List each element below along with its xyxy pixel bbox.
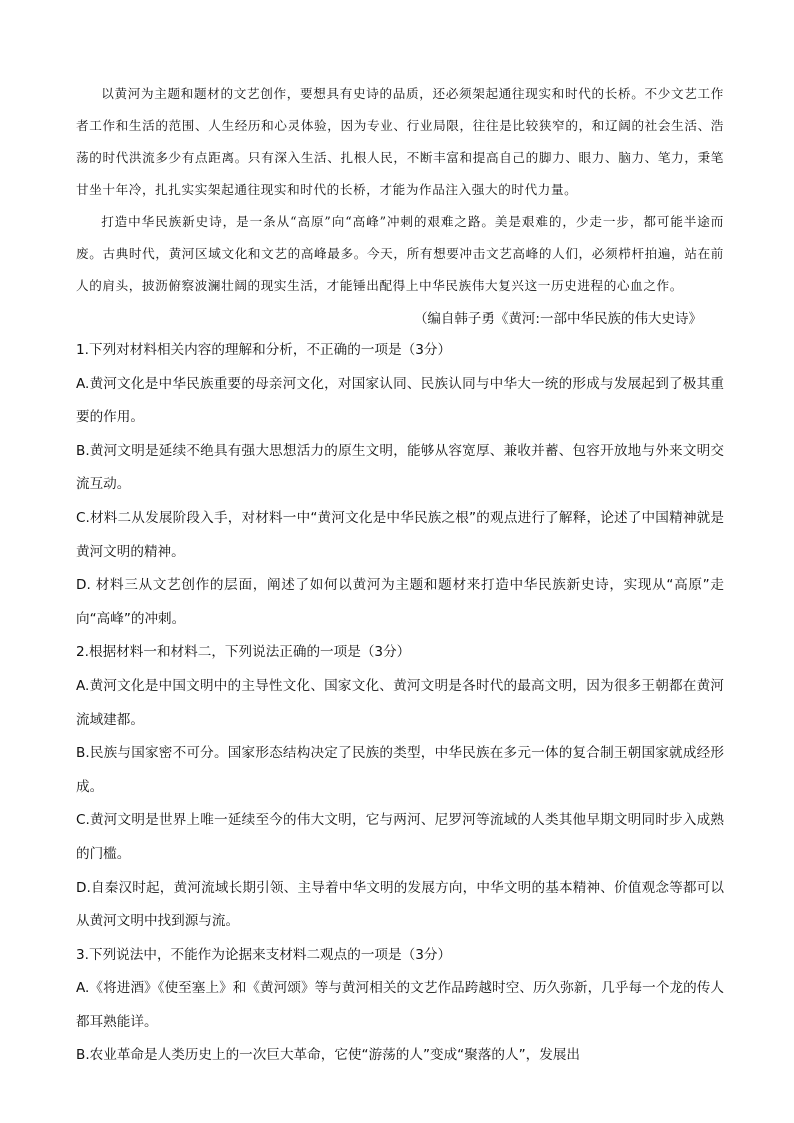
question-stem: 1.下列对材料相关内容的理解和分析，不正确的一项是（3分） [76,342,452,358]
option-b: B.民族与国家密不可分。国家形态结构决定了民族的类型，中华民族在多元一体的复合制王朝国家就成经形成。 [76,745,724,795]
question-stem: 3.下列说法中，不能作为论据来支材料二观点的一项是（3分） [76,946,452,963]
passage-paragraph: 打造中华民族新史诗，是一条从“高原”向“高峰”冲刺的艰难之路。美是艰难的，少走一步，都可能半途而废。古典时代，黄河区域文化和文艺的高峰最多。今天，所有想要冲击文艺高峰的人们，必须栉杆拍遍，站在前人的肩头，披沥俯察波澜壮阔的现实生活，才能锤出配得上中华民族伟大复兴这一历史进程的心血之作。 [76,214,724,293]
option-b: B.农业革命是人类历史上的一次巨大革命，它使“游荡的人”变成“聚落的人”，发展出 [76,1047,581,1064]
option-d: D. 材料三从文艺创作的层面，阐述了如何以黄河为主题和题材来打造中华民族新史诗，实现从“高原”走向“高峰”的冲刺。 [76,577,724,627]
question-stem: 2.根据材料一和材料二，下列说法正确的一项是（3分） [76,644,411,661]
option-c: C.黄河文明是世界上唯一延续至今的伟大文明，它与两河、尼罗河等流域的人类其他早期文明同时步入成熟的门槛。 [76,812,724,862]
question-1 [76,334,724,636]
option-a: A.黄河文化是中国文明中的主导性文化、国家文化、黄河文明是各时代的最高文明，因为很多王朝都在黄河流域建都。 [76,677,724,728]
reading-passage [76,78,724,302]
question-3 [76,939,724,1073]
option-d: D.自秦汉时起，黄河流域长期引领、主导着中华文明的发展方向，中华文明的基本精神、价值观念等都可以从黄河文明中找到源与流。 [76,879,724,930]
question-2 [76,636,724,938]
passage-source: （编自韩子勇《黄河:一部中华民族的伟大史诗》 [413,311,702,327]
option-c: C.材料二从发展阶段入手，对材料一中“黄河文化是中华民族之根”的观点进行了解释，论述了中国精神就是黄河文明的精神。 [76,509,724,560]
document-page [76,78,724,1073]
option-b: B.黄河文明是延续不绝具有强大思想活力的原生文明，能够从容宽厚、兼收并蓄、包容开放地与外来文明交流互动。 [76,442,724,493]
passage-paragraph: 以黄河为主题和题材的文艺创作，要想具有史诗的品质，还必须架起通往现实和时代的长桥。不少文艺工作者工作和生活的范围、人生经历和心灵体验，因为专业、行业局限，往往是比较狭窄的，和辽阔的社会生活、浩荡的时代洪流多少有点距离。只有深入生活、扎根人民，不断丰富和提高自己的脚力、眼力、脑力、笔力，秉笔甘坐十年冷，扎扎实实架起通往现实和时代的长桥，才能为作品注入强大的时代力量。 [76,86,724,197]
option-a: A.《将进酒》《使至塞上》和《黄河颂》等与黄河相关的文艺作品跨越时空、历久弥新，几乎每一个龙的传人都耳熟能详。 [76,980,724,1030]
option-a: A.黄河文化是中华民族重要的母亲河文化，对国家认同、民族认同与中华大一统的形成与发展起到了极其重要的作用。 [76,375,724,426]
